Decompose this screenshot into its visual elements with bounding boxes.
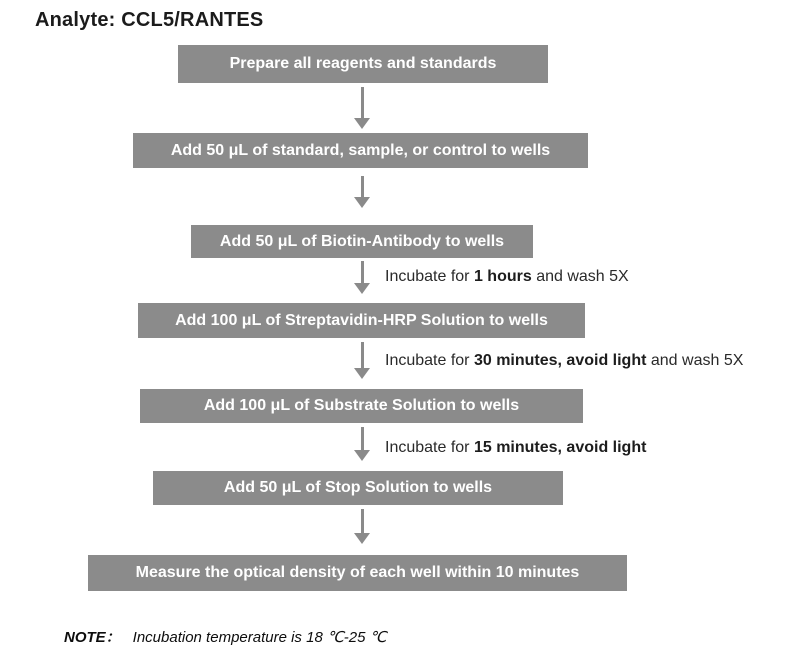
arrow-head bbox=[354, 533, 370, 544]
annotation-post: and wash 5X bbox=[531, 268, 629, 285]
arrow-stem bbox=[361, 87, 364, 118]
step-label: Add 100 μL of Substrate Solution to wells bbox=[203, 397, 520, 414]
arrow-head bbox=[354, 283, 370, 294]
note-label: NOTE： bbox=[64, 629, 121, 646]
annotation-pre: Incubate for bbox=[385, 439, 474, 456]
step-add-substrate-solution bbox=[140, 389, 583, 423]
down-arrow-icon bbox=[354, 87, 370, 129]
step-measure-optical-density bbox=[88, 555, 627, 591]
step-label: Add 50 μL of standard, sample, or control to wells bbox=[170, 141, 551, 159]
arrow-stem bbox=[361, 427, 364, 450]
annotation-pre: Incubate for bbox=[385, 268, 474, 285]
arrow-stem bbox=[361, 176, 364, 197]
step-label: Add 50 μL of Biotin-Antibody to wells bbox=[219, 232, 505, 250]
down-arrow-icon bbox=[354, 427, 370, 461]
incubation-temperature-note bbox=[64, 626, 387, 647]
step-label: Add 100 μL of Streptavidin-HRP Solution to wells bbox=[175, 311, 548, 329]
step-add-stop-solution bbox=[153, 471, 563, 505]
step-label: Measure the optical density of each well within 10 minutes bbox=[135, 564, 580, 581]
step-label: Add 50 μL of Stop Solution to wells bbox=[223, 479, 493, 496]
annotation-bold: 30 minutes, avoid light bbox=[473, 352, 647, 369]
down-arrow-icon bbox=[354, 176, 370, 208]
annotation-bold: 1 hours bbox=[473, 268, 532, 285]
down-arrow-icon bbox=[354, 509, 370, 544]
arrow-head bbox=[354, 368, 370, 379]
down-arrow-icon bbox=[354, 342, 370, 379]
arrow-head bbox=[354, 450, 370, 461]
note-text: Incubation temperature is 18 ℃-25 ℃ bbox=[132, 629, 387, 646]
arrow-stem bbox=[361, 509, 364, 533]
arrow-head bbox=[354, 197, 370, 208]
page-title: Analyte: CCL5/RANTES bbox=[35, 9, 264, 31]
arrow-stem bbox=[361, 342, 364, 368]
step-add-standard-sample-control bbox=[133, 133, 588, 168]
step-add-streptavidin-hrp bbox=[138, 303, 585, 338]
step-add-biotin-antibody bbox=[191, 225, 533, 258]
annotation-bold: 15 minutes, avoid light bbox=[473, 439, 647, 456]
annotation-pre: Incubate for bbox=[385, 352, 474, 369]
down-arrow-icon bbox=[354, 261, 370, 294]
arrow-stem bbox=[361, 261, 364, 283]
step-label: Prepare all reagents and standards bbox=[229, 55, 497, 72]
incubation-annotation-3 bbox=[385, 438, 646, 458]
incubation-annotation-1 bbox=[385, 267, 629, 287]
annotation-post: and wash 5X bbox=[646, 352, 744, 369]
arrow-head bbox=[354, 118, 370, 129]
step-prepare-reagents bbox=[178, 45, 548, 83]
incubation-annotation-2 bbox=[385, 351, 743, 371]
